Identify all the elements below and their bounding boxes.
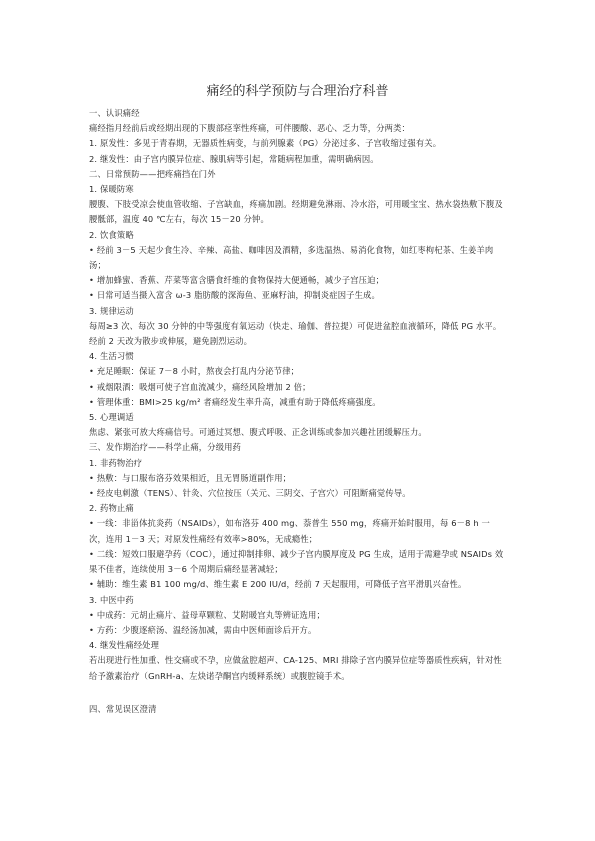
bullet-item: • 日常可适当摄入富含 ω-3 脂肪酸的深海鱼、亚麻籽油，抑制炎症因子生成。 [89,290,380,301]
bullet-item: • 二线：短效口服避孕药（COC），通过抑制排卵、减少子宫内膜厚度及 PG 生成，适用于需避孕或 NSAIDs 效果不佳者，连续使用 3－6 个周期后痛经显著减轻； [89,548,504,575]
bullet-item: • 方药：少腹逐瘀汤、温经汤加减，需由中医师面诊后开方。 [89,624,317,635]
document-title: 痛经的科学预防与合理治疗科普 [206,84,389,99]
paragraph: 每周≥3 次、每次 30 分钟的中等强度有氧运动（快走、瑜伽、普拉提）可促进盆腔血液循环，降低 PG 水平。经前 2 天改为散步或伸展，避免剧烈运动。 [89,320,502,347]
subheading: 4. 继发性痛经处理 [89,640,160,651]
bullet-item: • 充足睡眠：保证 7－8 小时，熬夜会打乱内分泌节律； [89,366,300,377]
bullet-item: • 中成药：元胡止痛片、益母草颗粒、艾附暖宫丸等辨证选用； [89,609,325,620]
section-heading-1: 一、认识痛经 [89,108,140,118]
list-item: 2. 继发性：由子宫内膜异位症、腺肌病等引起，常随病程加重，需明确病因。 [89,153,379,164]
paragraph: 腰腹、下肢受凉会使血管收缩、子宫缺血，疼痛加剧。经期避免淋雨、冷水浴，可用暖宝宝、热水袋热敷下腹及腰骶部，温度 40 ℃左右，每次 15－20 分钟。 [89,199,503,225]
subheading: 1. 非药物治疗 [89,457,143,468]
bullet-item: • 辅助：维生素 B1 100 mg/d、维生素 E 200 IU/d，经前 7 天起服用，可降低子宫平滑肌兴奋性。 [89,579,467,590]
paragraph: 焦虑、紧张可放大疼痛信号。可通过冥想、腹式呼吸、正念训练或参加兴趣社团缓解压力。 [89,427,427,438]
bullet-item: • 戒烟限酒：吸烟可使子宫血流减少，痛经风险增加 2 倍； [89,381,311,392]
subheading: 2. 药物止痛 [89,503,134,514]
paragraph: 若出现进行性加重、性交痛或不孕，应做盆腔超声、CA-125、MRI 排除子宫内膜异位症等器质性疾病，针对性给予激素治疗（GnRH-a、左炔诺孕酮宫内缓释系统）或腹腔镜手术。 [89,655,502,681]
bullet-item: • 经前 3－5 天起少食生冷、辛辣、高盐、咖啡因及酒精，多选温热、易消化食物，如红枣枸杞茶、生姜羊肉汤； [89,244,494,271]
paragraph: 痛经指月经前后或经期出现的下腹部痉挛性疼痛，可伴腰酸、恶心、乏力等，分两类： [89,123,410,134]
subheading: 2. 饮食策略 [89,229,134,240]
section-heading-3: 三、发作期治疗——科学止痛，分级用药 [89,442,242,453]
subheading: 3. 中医中药 [89,594,134,605]
spacer [89,684,506,702]
section-heading-4: 四、常见误区澄清 [89,703,157,714]
section-heading-2: 二、日常预防——把疼痛挡在门外 [89,168,216,179]
document-body [89,106,506,717]
bullet-item: • 管理体重：BMI>25 kg/m² 者痛经发生率升高，减重有助于降低疼痛强度。 [89,396,381,407]
subheading: 4. 生活习惯 [89,351,134,362]
bullet-item: • 一线：非甾体抗炎药（NSAIDs），如布洛芬 400 mg、萘普生 550 mg，疼痛开始时服用，每 6－8 h 一次，连用 1－3 天；对原发性痛经有效率>80%，无成瘾性； [89,518,490,544]
bullet-item: • 增加蜂蜜、香蕉、芹菜等富含膳食纤维的食物保持大便通畅，减少子宫压迫； [89,275,385,286]
subheading: 1. 保暖防寒 [89,184,134,195]
bullet-item: • 热敷：与口服布洛芬效果相近，且无胃肠道副作用； [89,472,292,483]
bullet-item: • 经皮电刺激（TENS）、针灸、穴位按压（关元、三阴交、子宫穴）可阻断痛觉传导。 [89,488,411,499]
subheading: 5. 心理调适 [89,412,134,423]
list-item: 1. 原发性：多见于青春期，无器质性病变，与前列腺素（PG）分泌过多、子宫收缩过强有关。 [89,138,442,149]
subheading: 3. 规律运动 [89,305,134,316]
